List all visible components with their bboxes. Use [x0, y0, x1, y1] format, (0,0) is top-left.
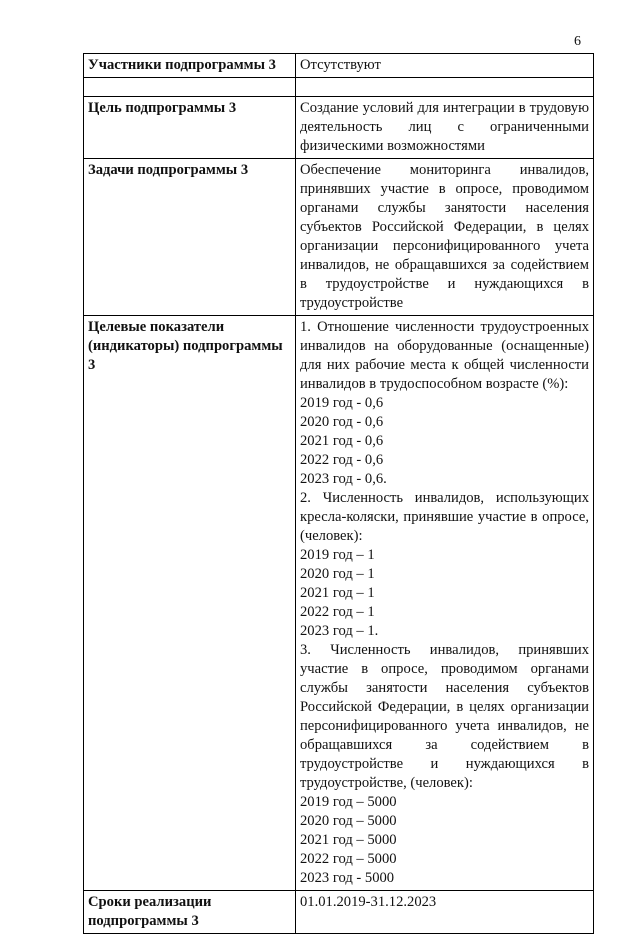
subprogram-passport-table — [83, 53, 594, 934]
indicator-value: 2021 год – 5000 — [300, 832, 397, 848]
indicator-value: 2022 год - 0,6 — [300, 452, 384, 468]
indicator-value: 2022 год – 5000 — [300, 851, 397, 867]
indicator-value: 2019 год – 5000 — [300, 794, 397, 810]
indicator-value: 2020 год – 1 — [300, 566, 375, 582]
indicator-value: 2022 год – 1 — [300, 604, 375, 620]
indicator-value: 2021 год – 1 — [300, 585, 375, 601]
table-row — [84, 891, 594, 934]
row-label-goal: Цель подпрограммы 3 — [84, 97, 296, 159]
indicator-value: 2020 год – 5000 — [300, 813, 397, 829]
table-row — [84, 159, 594, 316]
row-value-participants: Отсутствуют — [296, 54, 594, 78]
indicator-value: 2019 год – 1 — [300, 547, 375, 563]
indicator-heading: 3. Численность инвалидов, принявших участие в опросе, проводимом органами службы занятости населения субъектов Российской Федерации, в целях организации персонифицированного учета инвалидов, не обращавшихся за содействием в трудоустройстве и нуждающихся в трудоустройстве, (человек): — [300, 642, 589, 791]
table-row — [84, 316, 594, 891]
indicator-heading: 1. Отношение численности трудоустроенных инвалидов на оборудованные (оснащенные) для них рабочие места к общей численности инвалидов в трудоспособном возрасте (%): — [300, 319, 589, 392]
table-row-spacer — [84, 78, 594, 97]
page-number: 6 — [574, 34, 581, 49]
row-label-tasks: Задачи подпрограммы 3 — [84, 159, 296, 316]
indicator-value: 2023 год - 5000 — [300, 870, 395, 886]
row-value-tasks: Обеспечение мониторинга инвалидов, принявших участие в опросе, проводимом органами службы занятости населения субъектов Российской Федерации, в целях организации персонифицированного учета инвалидов, не обращавшихся за содействием в трудоустройстве и нуждающихся в трудоустройстве — [296, 159, 594, 316]
empty-cell — [296, 78, 594, 97]
empty-cell — [84, 78, 296, 97]
table-row — [84, 54, 594, 78]
row-value-timeline: 01.01.2019-31.12.2023 — [296, 891, 594, 934]
indicator-value: 2019 год - 0,6 — [300, 395, 384, 411]
indicator-value: 2020 год - 0,6 — [300, 414, 384, 430]
indicator-value: 2023 год - 0,6. — [300, 471, 387, 487]
row-value-indicators — [296, 316, 594, 891]
table-row — [84, 97, 594, 159]
indicator-value: 2023 год – 1. — [300, 623, 379, 639]
indicator-heading: 2. Численность инвалидов, использующих кресла-коляски, принявшие участие в опросе, (человек): — [300, 490, 589, 544]
row-value-goal: Создание условий для интеграции в трудовую деятельность лиц с ограниченными физическими возможностями — [296, 97, 594, 159]
row-label-indicators: Целевые показатели (индикаторы) подпрограммы 3 — [84, 316, 296, 891]
row-label-timeline: Сроки реализации подпрограммы 3 — [84, 891, 296, 934]
indicator-value: 2021 год - 0,6 — [300, 433, 384, 449]
row-label-participants: Участники подпрограммы 3 — [84, 54, 296, 78]
